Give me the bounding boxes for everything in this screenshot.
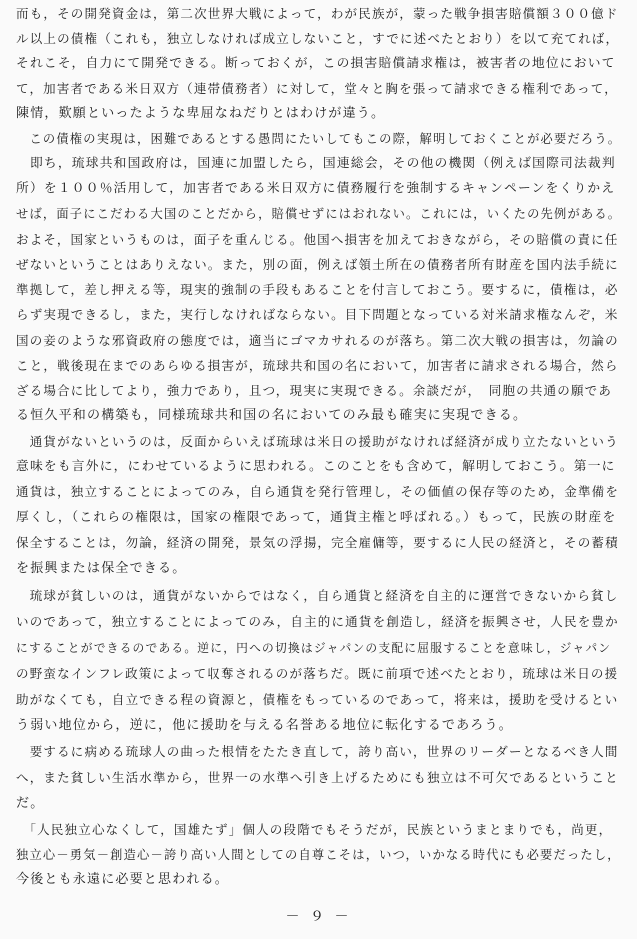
body-line: だ。 (16, 796, 45, 811)
body-line: を振興または保全できる。 (16, 561, 187, 576)
body-line: ル以上の債権（これも，独立しなければ成立しないこと，すでに述べたとおり）を以て充てれば， (16, 31, 620, 46)
body-line: う弱い地位から，逆に，他に援助を与える名誉ある地位に転化するであろう。 (16, 718, 513, 733)
body-line: こと，戦後現在までのあらゆる損害が，琉球共和国の名において，加害者に請求される場合，然ら (16, 358, 619, 373)
body-line: らず実現できるし，また，実行しなければならない。目下問題となっている対米請求権なんぞ，米 (16, 307, 619, 322)
body-line: せば，面子にこだわる大国のことだから，賠償せずにはおれない。これには，いくたの先例がある。 (16, 207, 622, 221)
body-line: この債権の実現は，困難であるとする愚問にたいしてもこの際，解明しておくことが必要だろう。 (16, 132, 622, 146)
body-line: ざる場合に比してより，強力であり，且つ，現実に実現できる。余談だが， 同胞の共通の願であ (16, 383, 613, 398)
body-line: 独立心－勇気－創造心－誇り高い人間としての自尊こそは，いつ，いかなる時代にも必要だったし， (16, 848, 621, 862)
body-line: 所）を１００％活用して，加害者である米日双方に債務履行を強制するキャンペーンをくりかえ (16, 181, 616, 196)
body-line: へ，また貧しい生活水準から，世界一の水準へ引き上げるためにも独立は不可欠であるということ (16, 770, 619, 785)
body-line: 意味をも言外に，にわせているように思われる。このことをも含めて，解明しておこう。第一に (16, 459, 616, 474)
body-line: 国の妾のような邪資政府の態度では，適当にゴマカサれるのが落ち。第二次大戦の損害は，勿論の (16, 333, 619, 348)
body-line: いのであって，独立することによってのみ，自主的に通貨を創造し，経済を振興させ，人民を豊か (16, 614, 619, 629)
body-line: 今後とも永遠に必要と思われる。 (16, 872, 230, 887)
body-line: 厚くし，（これらの権限は，国家の権限であって，通貨主権と呼ばれる。）もって，民族の財産を (16, 510, 617, 525)
body-line: 保全することは，勿論，経済の開発，景気の浮揚，完全雇傭等，要するに人民の経済と，その蓄積 (16, 535, 619, 550)
body-line: 通貨がないというのは，反面からいえば琉球は米日の援助がなければ経済が成り立たないという (16, 434, 619, 449)
page-number: － ９ － (285, 909, 352, 925)
body-line: ぜないということはありえない。また，別の面，例えば領土所在の債務者所有財産を国内法手続に (16, 257, 619, 272)
body-line: 「人民独立心なくして，国雄たず」個人の段階でもそうだが，民族というまとまりでも，尚更， (16, 822, 613, 837)
body-line: およそ，国家というものは，面子を重んじる。他国へ損害を加えておきながら，その賠償の責に任 (16, 232, 619, 247)
body-line: 要するに病める琉球人の曲った根情をたたき直して，誇り高い，世界のリーダーとなるべき人間 (16, 744, 619, 759)
body-line: 通貨は，独立することによってのみ，自ら通貨を発行管理し，その価値の保存等のため，金準備を (16, 484, 620, 499)
body-line: 而も，その開発資金は，第二次世界大戦によって，わが民族が，蒙った戦争損害賠償額３００億ド (16, 6, 619, 21)
body-line: 琉球が貧しいのは，通貨がないからではなく，自ら通貨と経済を自主的に運営できないから貧し (16, 588, 619, 603)
body-line: て，加害者である米日双方（連帯債務者）に対して，堂々と胸を張って請求できる権利であって， (16, 81, 618, 96)
body-line: にすることができるのである。逆に，円への切換はジャパンの支配に屈服することを意味し，ジャパン (16, 641, 612, 655)
body-line: それこそ，自力にて開発できる。断っておくが，この損害賠償請求権は，被害者の地位において (16, 56, 616, 71)
body-line: 準拠して，差し押える等，現実的強制の手段もあることを付言しておこう。要するに，債権は，必 (16, 282, 619, 297)
body-line: 陳情，歎願といったような卑屈なねだりとはわけが違う。 (16, 106, 386, 121)
body-line: 即ち，琉球共和国政府は，国連に加盟したら，国連総会，その他の機関（例えば国際司法裁判 (16, 156, 616, 171)
body-line: の野蛮なインフレ政策によって収奪されるのが落ちだ。既に前項で述べたとおり，琉球は米日の援 (16, 666, 619, 681)
body-line: 助がなくても，自立できる程の資源と，債権をもっているのであって，将来は，援助を受けるとい (16, 692, 619, 707)
body-line: る恒久平和の構築も，同様琉球共和国の名においてのみ最も確実に実現できる。 (16, 408, 528, 423)
